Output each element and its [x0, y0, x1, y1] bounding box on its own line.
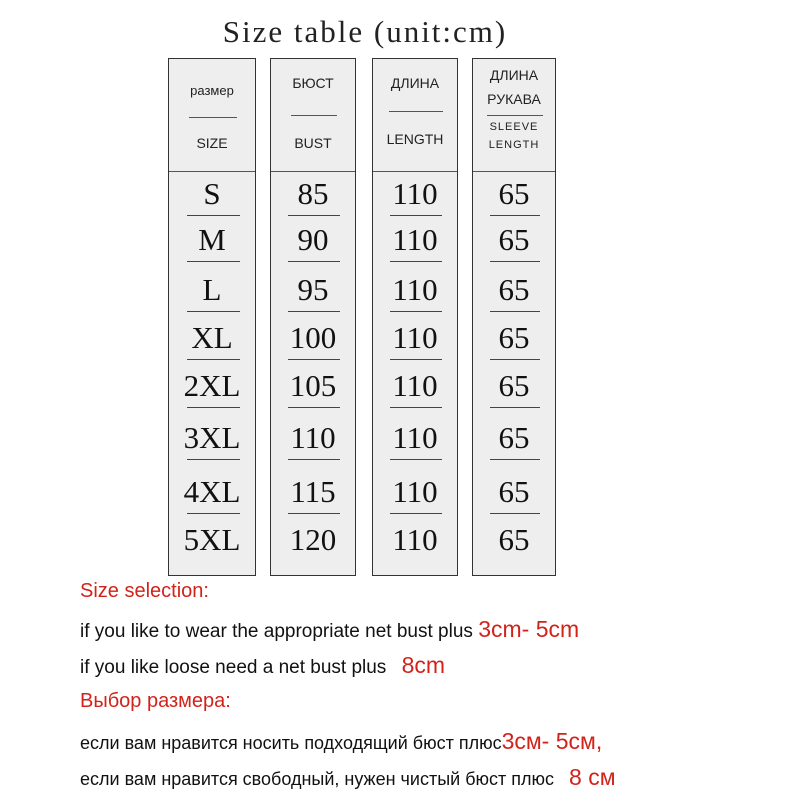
length-column — [372, 58, 458, 576]
value-underline — [288, 261, 340, 262]
header-divider — [189, 117, 237, 118]
size-column-header — [169, 59, 255, 172]
value-underline — [390, 359, 442, 360]
size-selection-heading-ru: Выбор размера: — [80, 690, 231, 712]
bust-value: 115 — [290, 474, 336, 509]
length-header-ru: ДЛИНА — [390, 75, 440, 91]
length-value: 110 — [392, 474, 438, 509]
size-header-ru: размер — [190, 83, 234, 98]
sleeve-column-header — [473, 59, 555, 172]
value-underline — [490, 459, 540, 460]
length-value: 110 — [392, 176, 438, 211]
bust-column — [270, 58, 356, 576]
note-ru-line-2-value: 8 см — [569, 764, 616, 790]
value-underline — [187, 311, 240, 312]
value-underline — [187, 513, 240, 514]
value-underline — [288, 407, 340, 408]
sleeve-header-ru-2: РУКАВА — [487, 91, 541, 107]
bust-value: 105 — [289, 368, 337, 403]
note-en-line-2-text: if you like loose need a net bust plus — [80, 657, 392, 678]
value-underline — [490, 311, 540, 312]
size-value: M — [198, 222, 226, 257]
note-ru-line-1-text: если вам нравится носить подходящий бюст плюс — [80, 733, 502, 753]
bust-value: 95 — [297, 272, 329, 307]
length-value: 110 — [392, 368, 438, 403]
value-underline — [187, 261, 240, 262]
size-header-en: SIZE — [196, 135, 228, 151]
value-underline — [390, 215, 442, 216]
value-underline — [390, 407, 442, 408]
sleeve-length-value: 65 — [498, 474, 530, 509]
length-column-header — [373, 59, 457, 172]
bust-column-header — [271, 59, 355, 172]
note-ru-line-2 — [80, 764, 616, 791]
value-underline — [288, 359, 340, 360]
sleeve-length-value: 65 — [498, 176, 530, 211]
bust-header-ru: БЮСТ — [292, 75, 334, 91]
value-underline — [490, 261, 540, 262]
header-divider — [389, 111, 443, 112]
note-ru-line-1 — [80, 728, 602, 755]
value-underline — [390, 459, 442, 460]
size-value: 2XL — [183, 368, 241, 403]
sleeve-length-value: 65 — [498, 420, 530, 455]
value-underline — [390, 261, 442, 262]
value-underline — [187, 407, 240, 408]
header-divider — [487, 115, 543, 116]
size-value: 4XL — [183, 474, 241, 509]
sleeve-header-ru-1: ДЛИНА — [489, 67, 539, 83]
note-en-line-2-value: 8cm — [401, 652, 446, 678]
value-underline — [490, 359, 540, 360]
note-ru-line-2-text: если вам нравится свободный, нужен чистый бюст плюс — [80, 769, 560, 789]
length-header-en: LENGTH — [386, 131, 444, 147]
size-selection-heading-en: Size selection: — [80, 580, 209, 602]
note-en-line-2 — [80, 652, 445, 679]
sleeve-length-value: 65 — [498, 272, 530, 307]
size-column — [168, 58, 256, 576]
value-underline — [390, 513, 442, 514]
note-en-line-1-text: if you like to wear the appropriate net bust plus — [80, 621, 479, 642]
note-en-line-1 — [80, 616, 579, 643]
length-value: 110 — [392, 522, 438, 557]
length-value: 110 — [392, 222, 438, 257]
note-en-line-1-value: 3cm- 5cm — [478, 616, 580, 642]
value-underline — [187, 459, 240, 460]
value-underline — [187, 359, 240, 360]
bust-value: 100 — [289, 320, 337, 355]
value-underline — [288, 513, 340, 514]
value-underline — [187, 215, 240, 216]
size-value: S — [203, 176, 221, 211]
size-value: 5XL — [183, 522, 241, 557]
sleeve-header-en-2: LENGTH — [488, 139, 540, 151]
value-underline — [288, 459, 340, 460]
note-ru-line-1-value: 3см- 5см, — [501, 728, 603, 754]
length-value: 110 — [392, 272, 438, 307]
sleeve-length-column — [472, 58, 556, 576]
size-value: XL — [191, 320, 233, 355]
sleeve-length-value: 65 — [498, 320, 530, 355]
header-divider — [291, 115, 337, 116]
bust-value: 90 — [297, 222, 329, 257]
sleeve-header-en-1: SLEEVE — [489, 121, 539, 133]
bust-value: 85 — [297, 176, 329, 211]
value-underline — [490, 513, 540, 514]
sleeve-length-value: 65 — [498, 222, 530, 257]
length-value: 110 — [392, 320, 438, 355]
bust-value: 120 — [289, 522, 337, 557]
sleeve-length-value: 65 — [498, 522, 530, 557]
size-value: 3XL — [183, 420, 241, 455]
value-underline — [288, 311, 340, 312]
table-title: Size table (unit:cm) — [222, 14, 508, 49]
bust-header-en: BUST — [294, 135, 332, 151]
sleeve-length-value: 65 — [498, 368, 530, 403]
value-underline — [288, 215, 340, 216]
bust-value: 110 — [290, 420, 336, 455]
size-value: L — [202, 272, 222, 307]
value-underline — [490, 215, 540, 216]
length-value: 110 — [392, 420, 438, 455]
value-underline — [490, 407, 540, 408]
value-underline — [390, 311, 442, 312]
